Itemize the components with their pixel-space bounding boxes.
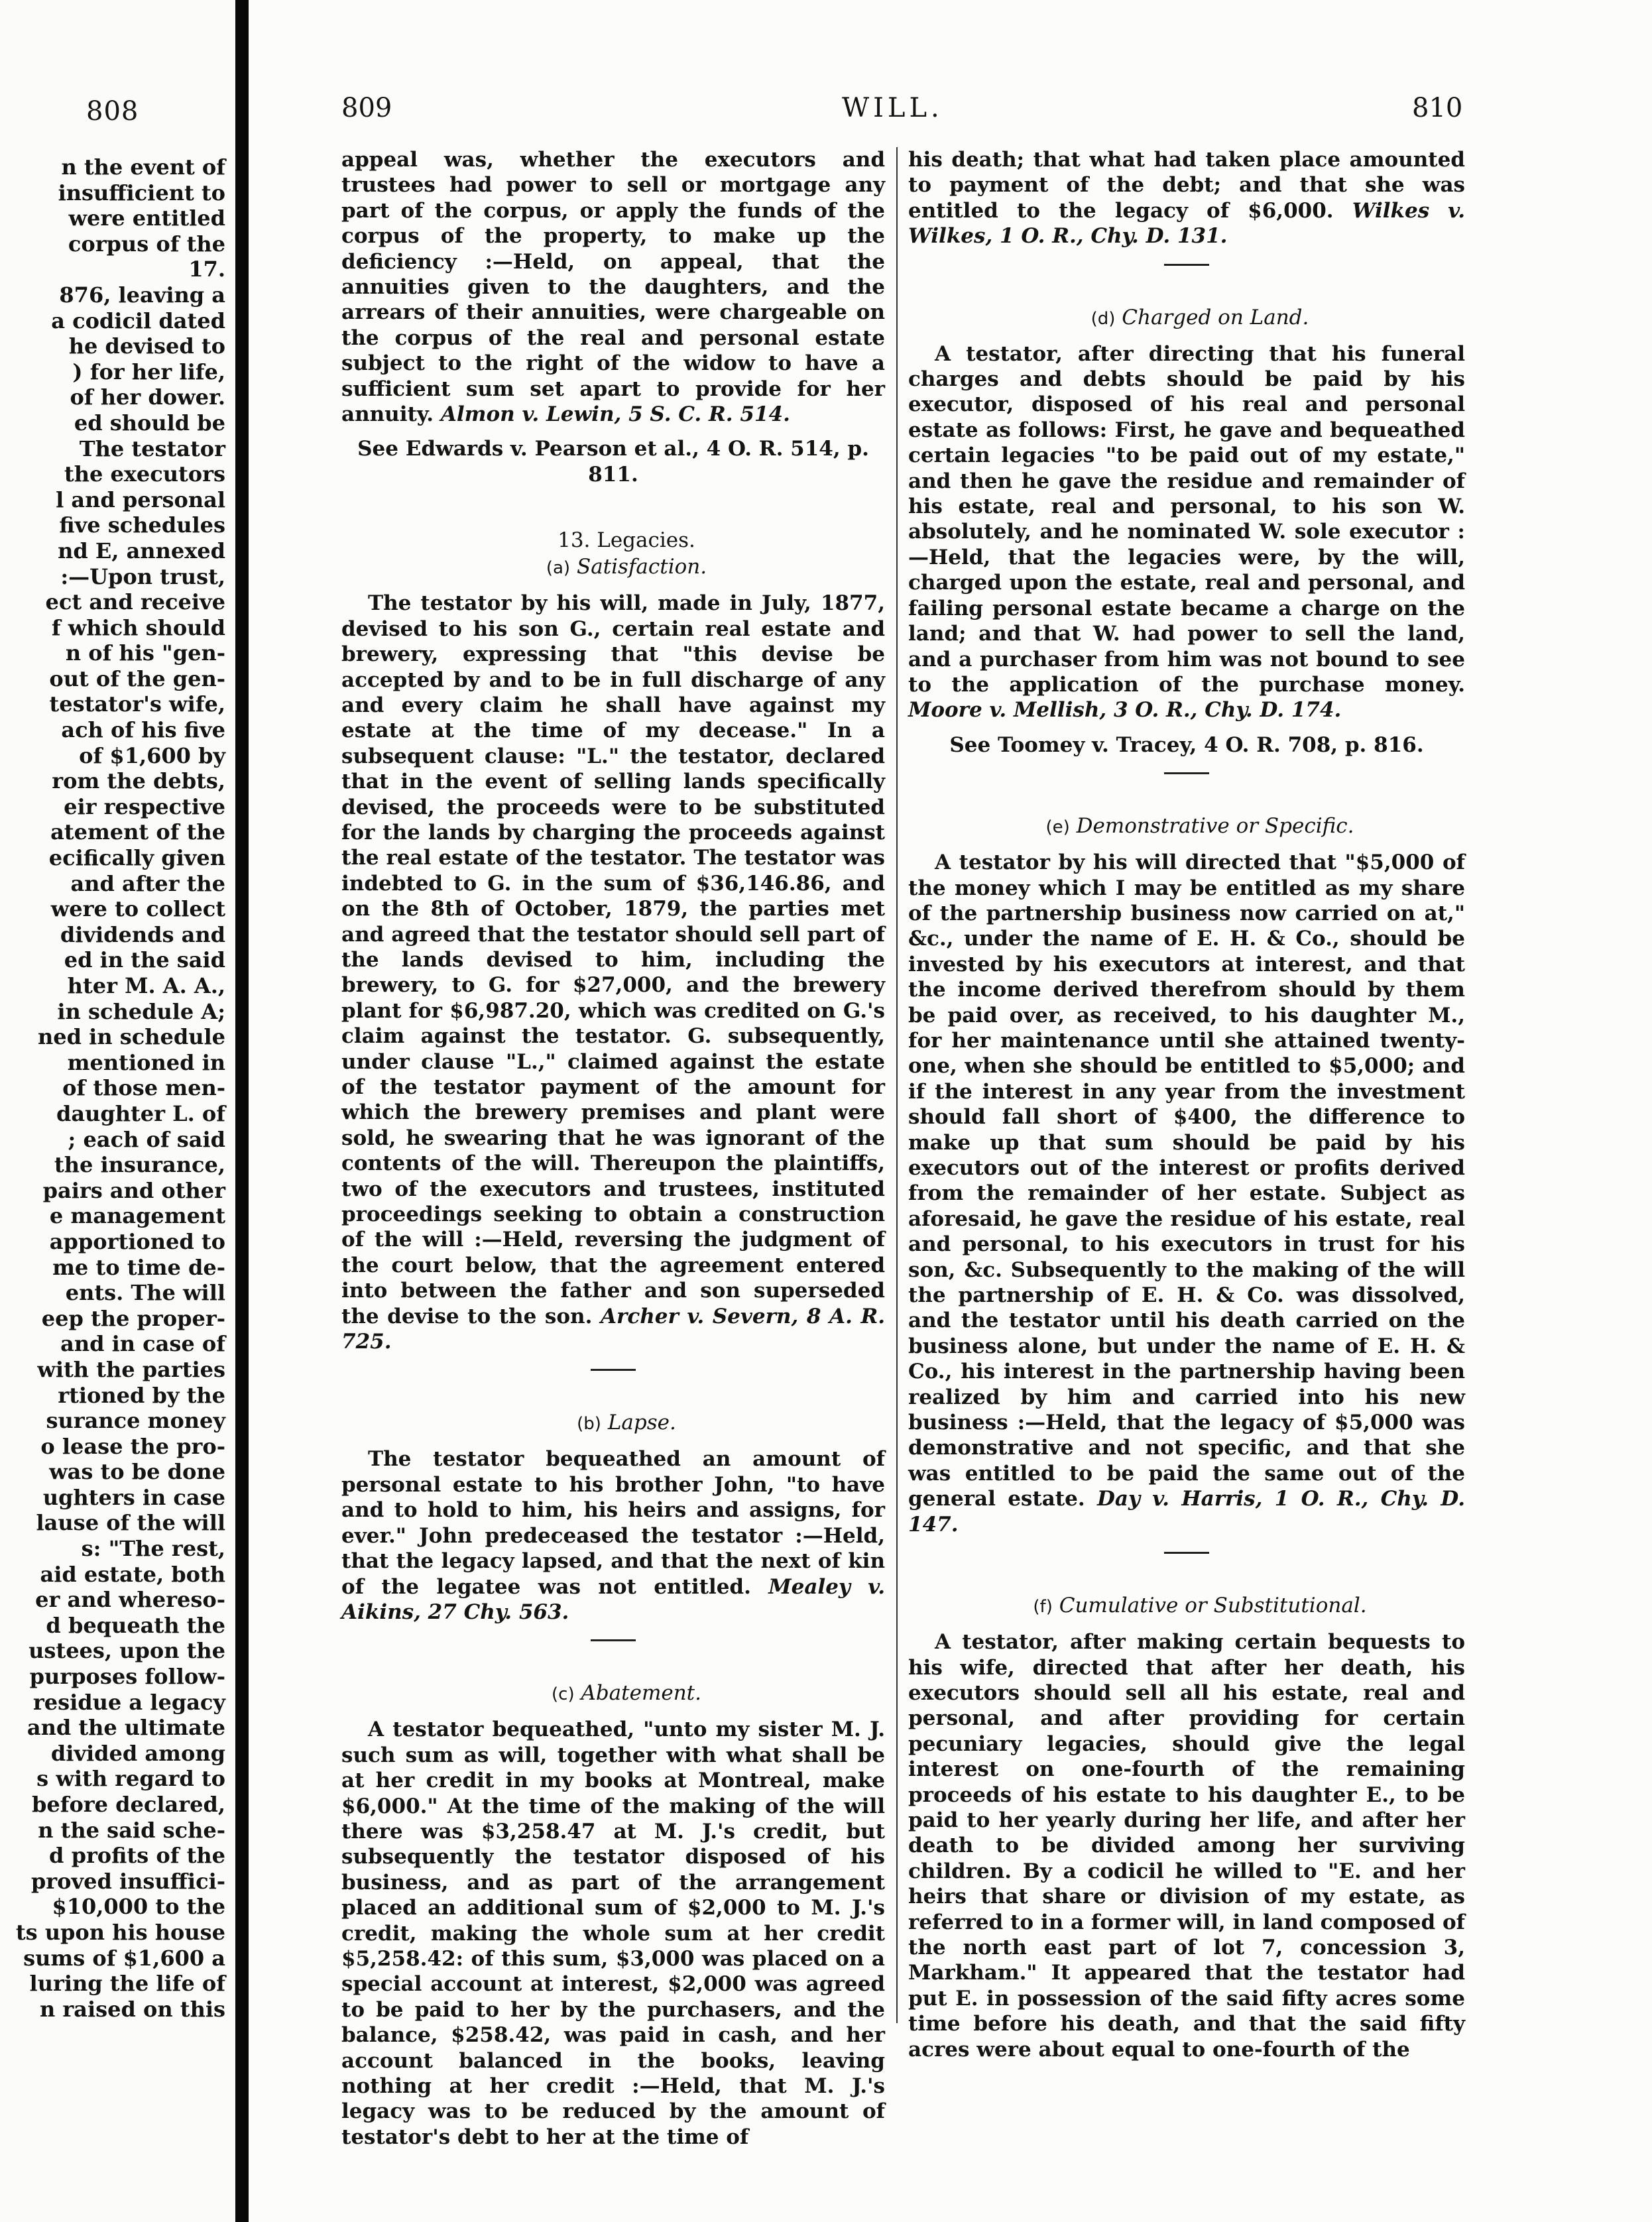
- case-citation: Mealey v. Aikins, 27 Chy. 563.: [341, 1574, 885, 1624]
- left-page-line: were entitled: [68, 205, 225, 231]
- left-page-number: 808: [86, 96, 139, 127]
- left-page-line: proved insuffici-: [30, 1868, 225, 1894]
- left-page-line: ) for her life,: [72, 359, 225, 384]
- left-page-line: mentioned in: [67, 1049, 225, 1075]
- left-page-line: the executors: [64, 461, 225, 487]
- left-page-line: ned in schedule: [38, 1024, 225, 1050]
- subheading-charged-on-land: (d) Charged on Land.: [1091, 305, 1309, 329]
- running-title: WILL.: [842, 93, 943, 123]
- paragraph-abatement: A testator bequeathed, "unto my sister M. J. such sum as will, together with what shall be at her credit in my books at Montreal, make $6,000." At the time of the making of the will there was $3,258.47 at M. J.'s credit, but subsequently the testator disposed of his business, and as part of the arrangement placed an additional sum of $2,000 to M. J.'s credit, making the whole sum at her credit $5,258.42: of this sum, $3,000 was placed on a special account at interest, $2,000 was agreed to be paid to her by the purchasers, and the balance, $258.42, was paid in cash, and her account balanced in the books, leaving nothing at her credit :—Held, that M. J.'s legacy was to be reduced by the amount of testator's debt to her at the time of: [341, 1718, 885, 2149]
- left-page-line: ed should be: [74, 410, 225, 436]
- left-page-line: f which should: [51, 614, 225, 640]
- left-page-line: lause of the will: [36, 1510, 225, 1536]
- left-page-line: daughter L. of: [56, 1100, 225, 1126]
- left-page-line: 17.: [188, 257, 225, 282]
- left-page-line: e management: [49, 1203, 225, 1229]
- left-page-line: eep the proper-: [41, 1305, 225, 1331]
- left-page-line: atement of the: [50, 819, 225, 845]
- left-page-line: nd E, annexed: [58, 538, 225, 563]
- left-page-line: luring the life of: [29, 1971, 225, 1997]
- left-page-line: dividends and: [60, 921, 225, 947]
- left-page-line: the insurance,: [54, 1152, 225, 1178]
- subheading-abatement: (c) Abatement.: [552, 1681, 701, 1706]
- paragraph-satisfaction: The testator by his will, made in July, 1877, devised to his son G., certain real estate and brewery, expressing that "this devise be accepted by and to be in full discharge of any and every claim he shall have against my estate at the time of my decease." In a subsequent clause: "L." the testator, declared that in the event of selling lands specifically devised, the proceeds were to be substituted for the lands by charging the proceeds against the real estate of the testator. The testator was indebted to G. in the sum of $36,146.86, and on the 8th of October, 1879, the parties met and agreed that the testator should sell part of the lands devised to him, including the brewery, to G. for $27,000, and the brewery plant for $6,987.20, which was credited on G.'s claim against the testator. G. subsequently, under clause "L.," claimed against the estate of the testator payment of the amount for which the brewery premises and plant were sold, he swearing that he was ignorant of the contents of the will. Thereupon the plaintiffs, two of the executors and trustees, instituted proceedings seeking to obtain a construction of the will :—Held, reversing the judgment of the court below, that the agreement entered into between the father and son superseded the devise to the son. Archer v. Severn, 8 A. R. 725.: [341, 591, 886, 1354]
- case-citation: Archer v. Severn, 8 A. R. 725.: [341, 1304, 886, 1354]
- left-page-line: s: "The rest,: [81, 1536, 225, 1562]
- left-page-line: and in case of: [60, 1331, 225, 1357]
- left-page-line: n the event of: [61, 154, 225, 180]
- left-page-line: ustees, upon the: [29, 1638, 225, 1664]
- left-page-line: with the parties: [37, 1356, 225, 1382]
- see-reference: See Toomey v. Tracey, 4 O. R. 708, p. 816.: [949, 732, 1424, 757]
- main-page: [249, 0, 1652, 2222]
- left-page-line: of $1,600 by: [79, 742, 225, 768]
- left-page-line: and the ultimate: [27, 1715, 225, 1741]
- left-column: [341, 147, 885, 2150]
- left-page-line: :—Upon trust,: [60, 563, 225, 589]
- left-page-line: he devised to: [68, 333, 225, 359]
- left-page-line: eir respective: [64, 793, 225, 819]
- left-page-line: of her dower.: [70, 384, 225, 410]
- left-page-line: pairs and other: [42, 1177, 225, 1203]
- column-page-number-right: 810: [1412, 93, 1463, 123]
- left-page-line: before declared,: [31, 1792, 225, 1817]
- left-page-line: of those men-: [62, 1075, 225, 1101]
- left-page-line: out of the gen-: [49, 666, 225, 691]
- left-page-line: ach of his five: [61, 717, 225, 743]
- left-page-line: was to be done: [49, 1459, 225, 1485]
- left-page-line: corpus of the: [68, 231, 225, 257]
- left-page-line: aid estate, both: [40, 1561, 225, 1587]
- paragraph-lapse: The testator bequeathed an amount of personal estate to his brother John, "to have and to hold to him, his heirs and assigns, for ever." John predeceased the testator :—Held, that the legacy lapsed, and that the next of kin of the legatee was not entitled. Mealey v. Aikins, 27 Chy. 563.: [341, 1447, 885, 1624]
- left-page-line: rom the debts,: [52, 768, 225, 794]
- left-page-fragment: [0, 0, 235, 2222]
- right-column: [908, 147, 1465, 2062]
- subheading-satisfaction: (a) Satisfaction.: [546, 555, 707, 579]
- left-page-line: residue a legacy: [32, 1689, 225, 1715]
- paragraph-cumulative: A testator, after making certain bequests to his wife, directed that after her death, his executors should sell all his estate, real and personal, and after providing for certain pecuniary legacies, should give the legal interest on one-fourth of the remaining proceeds of his estate to his daughter E., to be paid to her yearly during her life, and after her death to be divided among her surviving children. By a codicil he willed to "E. and her heirs that share or division of my estate, as referred to in a former will, in land composed of the north east part of lot 7, concession 3, Markham." It appeared that the testator had put E. in possession of the said fifty acres some time before his death, and that the said fifty acres were about equal to one-fourth of the: [908, 1630, 1465, 2062]
- left-page-line: insufficient to: [58, 180, 225, 205]
- left-page-text: [0, 154, 225, 2022]
- left-page-line: rtioned by the: [58, 1382, 225, 1408]
- left-page-line: ents. The will: [65, 1280, 225, 1306]
- left-page-line: in schedule A;: [57, 998, 225, 1024]
- left-page-line: apportioned to: [49, 1228, 225, 1254]
- left-page-line: ughters in case: [42, 1484, 225, 1510]
- left-page-line: ; each of said: [68, 1126, 225, 1152]
- left-page-line: me to time de-: [52, 1254, 225, 1280]
- left-page-line: sums of $1,600 a: [23, 1945, 225, 1971]
- case-citation: Moore v. Mellish, 3 O. R., Chy. D. 174.: [908, 698, 1342, 723]
- section-heading-legacies: 13. Legacies.: [558, 528, 695, 553]
- left-page-line: hter M. A. A.,: [67, 973, 225, 998]
- left-page-line: testator's wife,: [49, 691, 225, 717]
- left-page-line: s with regard to: [36, 1766, 225, 1792]
- left-page-line: $10,000 to the: [52, 1894, 225, 1920]
- left-page-line: and after the: [70, 870, 225, 896]
- left-page-line: ed in the said: [64, 947, 225, 973]
- left-page-line: purposes follow-: [29, 1664, 225, 1690]
- left-page-line: ect and receive: [45, 589, 225, 615]
- left-page-line: ecifically given: [48, 845, 225, 871]
- column-divider: [896, 147, 898, 2023]
- left-page-line: ts upon his house: [15, 1919, 225, 1945]
- left-page-line: n raised on this: [39, 1996, 225, 2022]
- paragraph-charged-on-land: A testator, after directing that his funeral charges and debts should be paid by his executor, disposed of his real and personal estate as follows: First, he gave and bequeathed certain legacies "to be paid out of my estate," and then he gave the residue and remainder of his estate, real and personal, to his son W. absolutely, and he nominated W. sole executor :—Held, that the legacies were, by the will, charged upon the estate, real and personal, and failing personal estate became a charge on the land; and that W. had power to sell the land, and a purchaser from him was not bound to see to the application of the purchase money. Moore v. Mellish, 3 O. R., Chy. D. 174.: [908, 341, 1465, 723]
- left-page-line: 876, leaving a: [59, 282, 225, 308]
- paragraph-continuation: his death; that what had taken place amounted to payment of the debt; and that she was entitled to the legacy of $6,000. Wilkes v. Wilkes, 1 O. R., Chy. D. 131.: [908, 148, 1465, 249]
- left-page-line: The testator: [79, 436, 225, 461]
- running-header: [249, 93, 1652, 133]
- subheading-lapse: (b) Lapse.: [577, 1411, 676, 1435]
- left-page-line: n of his "gen-: [65, 640, 225, 666]
- left-page-line: were to collect: [50, 896, 225, 922]
- left-page-line: d profits of the: [49, 1843, 225, 1869]
- left-page-line: divided among: [50, 1740, 225, 1766]
- left-page-line: n the said sche-: [38, 1817, 225, 1843]
- paragraph-appeal: appeal was, whether the executors and trustees had power to sell or mortgage any part of the corpus, or apply the funds of the corpus of the property, to make up the deficiency :—Held, on appeal, that the annuities given to the daughters, and the arrears of their annuities, were chargeable on the corpus of the real and personal estate subject to the right of the widow to have a sufficient sum set apart to provide for her annuity. Almon v. Lewin, 5 S. C. R. 514.: [341, 148, 885, 427]
- left-page-line: l and personal: [56, 487, 225, 512]
- left-page-line: d bequeath the: [46, 1612, 225, 1638]
- see-reference: See Edwards v. Pearson et al., 4 O. R. 514, p. 811.: [357, 437, 869, 487]
- left-page-line: o lease the pro-: [40, 1433, 225, 1459]
- column-page-number-left: 809: [341, 93, 392, 123]
- paragraph-demonstrative: A testator by his will directed that "$5,000 of the money which I may be entitled as my share of the partnership business now carried on at," &c., under the name of E. H. & Co., should be invested by his executors at interest, and that the income derived therefrom should by them be paid over, as received, to his daughter M., for her maintenance until she attained twenty-one, when she should be entitled to $5,000; and if the interest in any year from the investment should fall short of $400, the difference to make up that sum should be paid by his executors out of the interest or profits derived from the remainder of her estate. Subject as aforesaid, he gave the residue of his estate, real and personal, to his executors in trust for his son, &c. Subsequently to the making of the will the partnership of E. H. & Co. was dissolved, and the testator until his death carried on the business alone, but under the name of E. H. & Co., his interest in the partnership having been realized by him and carried into his new business :—Held, that the legacy of $5,000 was demonstrative and not specific, and that she was entitled to be paid the same out of the general estate. Day v. Harris, 1 O. R., Chy. D. 147.: [908, 850, 1465, 1537]
- case-citation: Day v. Harris, 1 O. R., Chy. D. 147.: [908, 1487, 1465, 1537]
- case-citation: Almon v. Lewin, 5 S. C. R. 514.: [440, 402, 790, 427]
- left-page-line: surance money: [46, 1408, 225, 1434]
- subheading-demonstrative: (e) Demonstrative or Specific.: [1045, 814, 1354, 839]
- case-citation: Wilkes v. Wilkes, 1 O. R., Chy. D. 131.: [908, 198, 1465, 249]
- left-page-line: er and whereso-: [35, 1587, 225, 1613]
- book-gutter: [235, 0, 249, 2222]
- left-page-line: a codicil dated: [51, 308, 225, 333]
- subheading-cumulative: (f) Cumulative or Substitutional.: [1033, 1594, 1367, 1618]
- left-page-line: five schedules: [59, 512, 225, 538]
